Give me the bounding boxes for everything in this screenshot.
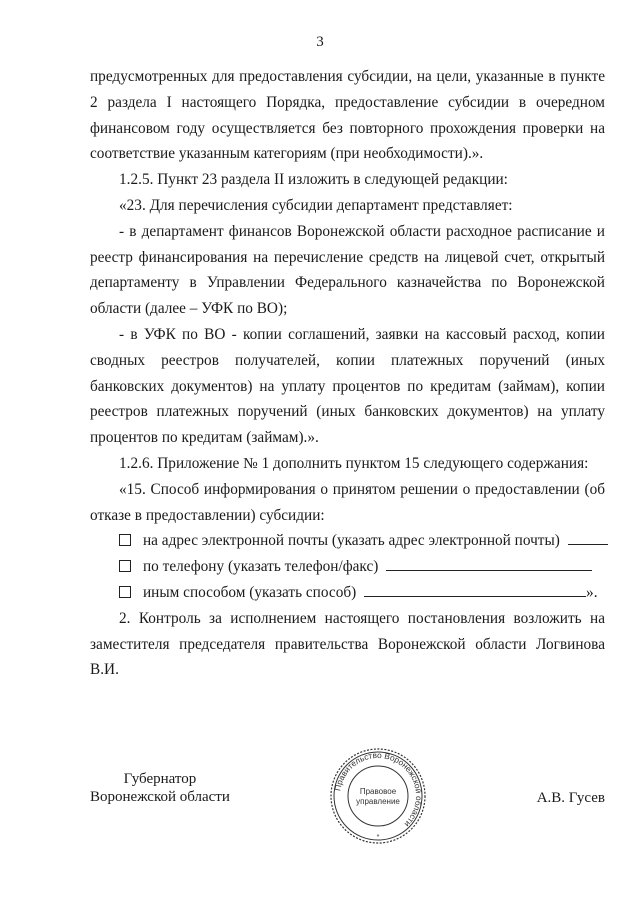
star-icon: * — [376, 834, 380, 841]
position-line-1: Губернатор — [123, 771, 197, 787]
checkbox-label: иным способом (указать способ) — [143, 583, 357, 601]
paragraph: - в УФК по ВО - копии соглашений, заявки на кассовый расход, копии сводных реестров получателей, копии платежных поручений (иных банковских документов) на уплату процентов по кредитам (займам), копии реестров платежных поручений (иных банковских документов) на уплату процентов по кредитам (займам).». — [90, 325, 605, 447]
paragraph: «23. Для перечисления субсидии департамент представляет: — [119, 196, 513, 214]
checkbox-option-email — [90, 528, 605, 554]
position-line-2: Воронежской области — [90, 789, 230, 805]
blank-line — [364, 582, 586, 597]
paragraph: - в департамент финансов Воронежской области расходное расписание и реестр финансирования на перечисление средств на лицевой счет, открытый департаменту в Управлении Федерального казначейства по Воронежской области (далее – УФК по ВО); — [90, 222, 605, 318]
signatory-position — [90, 770, 230, 806]
seal-center-line-2: управление — [356, 797, 400, 806]
seal-center-line-1: Правовое — [359, 787, 397, 796]
checkbox-icon — [119, 534, 131, 546]
document-body — [90, 64, 605, 683]
blank-line — [568, 530, 608, 545]
checkbox-option-phone — [90, 554, 605, 580]
paragraph: предусмотренных для предоставления субсидии, на цели, указанные в пункте 2 раздела I настоящего Порядка, предоставление субсидии в очередном финансовом году осуществляется без повторного прохождения проверки на соответствие указанным категориям (при необходимости).». — [90, 68, 605, 163]
checkbox-icon — [119, 586, 131, 598]
blank-line — [386, 556, 592, 571]
paragraph: 1.2.6. Приложение № 1 дополнить пунктом 15 следующего содержания: — [119, 454, 589, 472]
closing-quote: ». — [586, 583, 598, 601]
checkbox-label: на адрес электронной почты (указать адрес электронной почты) — [143, 532, 560, 550]
signatory-name: А.В. Гусев — [536, 790, 605, 806]
paragraph: 1.2.5. Пункт 23 раздела II изложить в следующей редакции: — [119, 171, 508, 189]
checkbox-option-other — [90, 580, 605, 606]
seal-ring-text: Правительство Воронежской области — [332, 749, 425, 830]
official-seal — [328, 746, 428, 846]
paragraph: «15. Способ информирования о принятом решении о предоставлении (об отказе в предоставлении) субсидии: — [90, 480, 605, 524]
closing-paragraph: 2. Контроль за исполнением настоящего постановления возложить на заместителя председателя правительства Воронежской области Логвинова В.И. — [90, 609, 605, 679]
page-number: 3 — [316, 34, 324, 50]
signature-block — [90, 749, 605, 850]
checkbox-label: по телефону (указать телефон/факс) — [143, 558, 379, 576]
checkbox-icon — [119, 560, 131, 572]
